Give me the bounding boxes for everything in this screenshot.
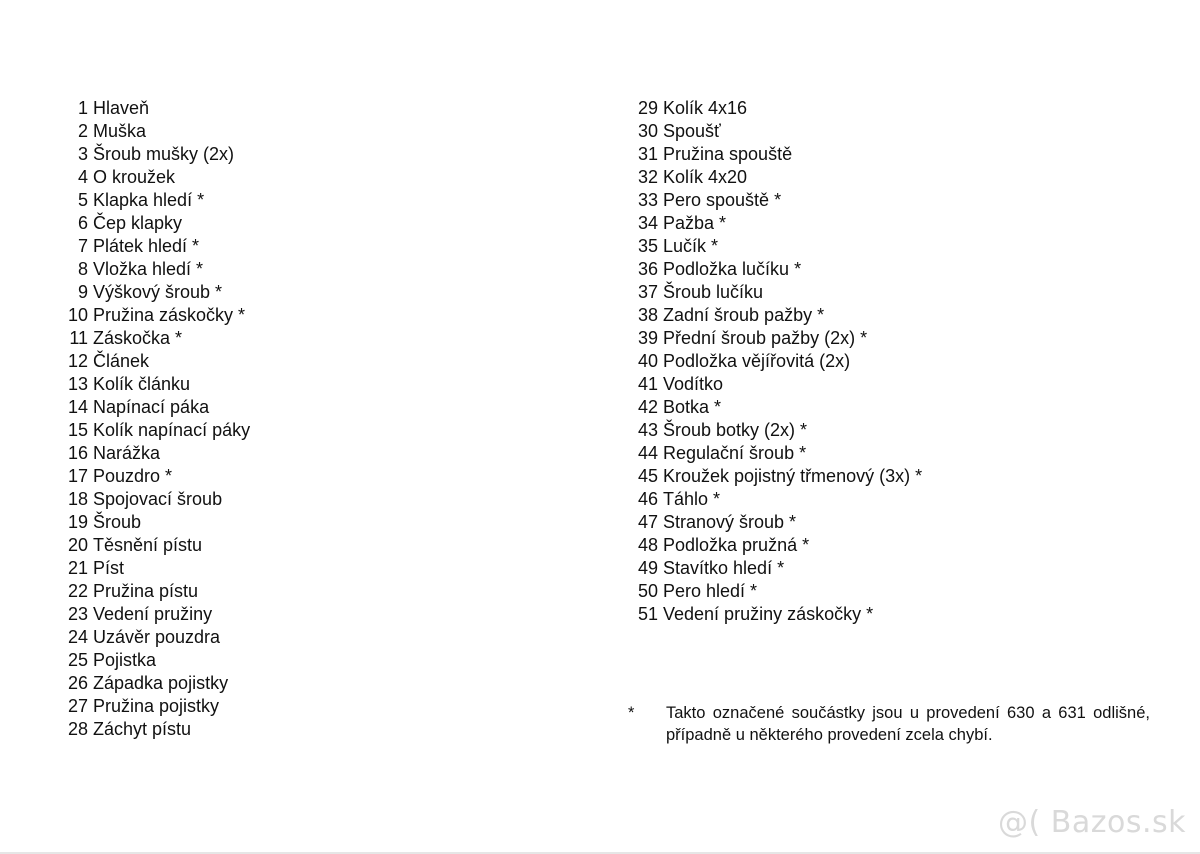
part-item	[50, 235, 470, 258]
watermark: @( Bazos.sk	[998, 805, 1186, 840]
part-name: Pouzdro *	[93, 466, 173, 486]
part-number: 37	[637, 282, 658, 302]
part-item	[50, 166, 470, 189]
part-name: Táhlo *	[663, 489, 721, 509]
part-name: Uzávěr pouzdra	[93, 627, 221, 647]
part-number: 9	[77, 282, 88, 302]
part-item	[50, 603, 470, 626]
part-name: Kolík 4x16	[663, 98, 748, 118]
part-item	[620, 557, 1040, 580]
part-item	[50, 373, 470, 396]
part-item	[50, 120, 470, 143]
part-number: 13	[67, 374, 88, 394]
part-item	[50, 396, 470, 419]
part-name: Spoušť	[663, 121, 721, 141]
part-number: 29	[637, 98, 658, 118]
part-number: 38	[637, 305, 658, 325]
part-name: Těsnění pístu	[93, 535, 203, 555]
part-name: Podložka lučíku *	[663, 259, 802, 279]
part-number: 41	[637, 374, 658, 394]
part-item	[50, 488, 470, 511]
part-name: Přední šroub pažby (2x) *	[663, 328, 868, 348]
part-item	[620, 350, 1040, 373]
part-item	[620, 258, 1040, 281]
part-item	[50, 212, 470, 235]
part-item	[50, 97, 470, 120]
part-name: Šroub	[93, 512, 142, 532]
part-name: Pružina pístu	[93, 581, 199, 601]
part-name: Článek	[93, 351, 150, 371]
part-item	[620, 603, 1040, 626]
part-name: Napínací páka	[93, 397, 210, 417]
part-name: Kolík napínací páky	[93, 420, 251, 440]
part-number: 19	[67, 512, 88, 532]
part-number: 35	[637, 236, 658, 256]
part-item	[620, 235, 1040, 258]
part-number: 46	[637, 489, 658, 509]
part-number: 48	[637, 535, 658, 555]
footnote	[625, 702, 1150, 746]
part-number: 26	[67, 673, 88, 693]
part-number: 36	[637, 259, 658, 279]
part-number: 5	[77, 190, 88, 210]
part-item	[620, 580, 1040, 603]
part-number: 8	[77, 259, 88, 279]
part-number: 39	[637, 328, 658, 348]
part-number: 17	[67, 466, 88, 486]
part-item	[50, 534, 470, 557]
part-number: 23	[67, 604, 88, 624]
part-name: Šroub mušky (2x)	[93, 144, 235, 164]
part-number: 49	[637, 558, 658, 578]
part-number: 21	[67, 558, 88, 578]
part-name: Čep klapky	[93, 213, 183, 233]
part-number: 42	[637, 397, 658, 417]
part-item	[620, 281, 1040, 304]
part-number: 12	[67, 351, 88, 371]
part-number: 7	[77, 236, 88, 256]
part-item	[620, 442, 1040, 465]
part-item	[620, 97, 1040, 120]
part-number: 25	[67, 650, 88, 670]
part-item	[50, 258, 470, 281]
part-number: 20	[67, 535, 88, 555]
part-item	[50, 350, 470, 373]
part-number: 33	[637, 190, 658, 210]
part-name: Šroub lučíku	[663, 282, 764, 302]
part-item	[620, 120, 1040, 143]
part-name: Vodítko	[663, 374, 724, 394]
part-number: 34	[637, 213, 658, 233]
part-item	[50, 557, 470, 580]
part-name: Podložka vějířovitá (2x)	[663, 351, 851, 371]
part-name: Pažba *	[663, 213, 727, 233]
part-number: 47	[637, 512, 658, 532]
parts-list-left	[50, 97, 470, 741]
part-name: Pero hledí *	[663, 581, 758, 601]
part-name: Botka *	[663, 397, 722, 417]
part-item	[620, 189, 1040, 212]
part-name: Pojistka	[93, 650, 157, 670]
part-name: Stranový šroub *	[663, 512, 797, 532]
part-name: Hlaveň	[93, 98, 150, 118]
part-name: Stavítko hledí *	[663, 558, 785, 578]
part-item	[50, 718, 470, 741]
part-number: 31	[637, 144, 658, 164]
part-number: 27	[67, 696, 88, 716]
part-name: Vedení pružiny	[93, 604, 213, 624]
part-item	[620, 143, 1040, 166]
part-number: 44	[637, 443, 658, 463]
part-name: Západka pojistky	[93, 673, 229, 693]
part-number: 45	[637, 466, 658, 486]
part-name: Kroužek pojistný třmenový (3x) *	[663, 466, 923, 486]
part-number: 16	[67, 443, 88, 463]
part-name: Spojovací šroub	[93, 489, 223, 509]
part-item	[50, 281, 470, 304]
part-name: Lučík *	[663, 236, 719, 256]
part-item	[50, 419, 470, 442]
part-item	[50, 465, 470, 488]
part-number: 3	[77, 144, 88, 164]
part-number: 10	[67, 305, 88, 325]
part-number: 18	[67, 489, 88, 509]
part-item	[50, 442, 470, 465]
part-item	[620, 373, 1040, 396]
part-name: Šroub botky (2x) *	[663, 420, 808, 440]
part-item	[50, 304, 470, 327]
footnote-text: Takto označené součástky jsou u provedení 630 a 631 odlišné, případně u některého provedení zcela chybí.	[666, 704, 1150, 744]
footnote-mark: *	[628, 704, 635, 722]
part-item	[620, 419, 1040, 442]
part-name: Pružina pojistky	[93, 696, 220, 716]
part-item	[620, 396, 1040, 419]
part-number: 30	[637, 121, 658, 141]
part-item	[50, 511, 470, 534]
part-item	[50, 189, 470, 212]
part-item	[50, 327, 470, 350]
part-number: 32	[637, 167, 658, 187]
part-name: Muška	[93, 121, 147, 141]
part-name: Vedení pružiny záskočky *	[663, 604, 874, 624]
part-name: Pero spouště *	[663, 190, 782, 210]
part-number: 14	[67, 397, 88, 417]
part-name: Regulační šroub *	[663, 443, 807, 463]
part-item	[620, 488, 1040, 511]
part-number: 2	[77, 121, 88, 141]
part-number: 28	[67, 719, 88, 739]
part-number: 11	[69, 328, 88, 348]
part-number: 51	[637, 604, 658, 624]
part-item	[620, 534, 1040, 557]
part-number: 43	[637, 420, 658, 440]
part-item	[620, 304, 1040, 327]
part-number: 1	[77, 98, 88, 118]
part-name: Záchyt pístu	[93, 719, 192, 739]
part-name: Narážka	[93, 443, 161, 463]
part-item	[50, 672, 470, 695]
part-name: Kolík 4x20	[663, 167, 748, 187]
part-item	[50, 626, 470, 649]
part-name: Podložka pružná *	[663, 535, 810, 555]
part-name: Píst	[93, 558, 125, 578]
part-number: 50	[637, 581, 658, 601]
part-name: Výškový šroub *	[93, 282, 223, 302]
part-name: Plátek hledí *	[93, 236, 200, 256]
part-item	[50, 580, 470, 603]
part-number: 6	[77, 213, 88, 233]
part-item	[620, 212, 1040, 235]
part-item	[50, 649, 470, 672]
part-name: Zadní šroub pažby *	[663, 305, 825, 325]
part-number: 4	[77, 167, 88, 187]
part-number: 22	[67, 581, 88, 601]
part-item	[620, 327, 1040, 350]
part-name: Pružina záskočky *	[93, 305, 246, 325]
part-name: O kroužek	[93, 167, 176, 187]
part-name: Pružina spouště	[663, 144, 793, 164]
part-number: 40	[637, 351, 658, 371]
part-item	[620, 511, 1040, 534]
part-name: Kolík článku	[93, 374, 191, 394]
part-item	[620, 465, 1040, 488]
part-item	[50, 143, 470, 166]
part-name: Záskočka *	[93, 328, 183, 348]
part-name: Klapka hledí *	[93, 190, 205, 210]
parts-list-right	[620, 97, 1040, 626]
part-number: 24	[67, 627, 88, 647]
part-number: 15	[67, 420, 88, 440]
part-item	[50, 695, 470, 718]
part-item	[620, 166, 1040, 189]
part-name: Vložka hledí *	[93, 259, 204, 279]
